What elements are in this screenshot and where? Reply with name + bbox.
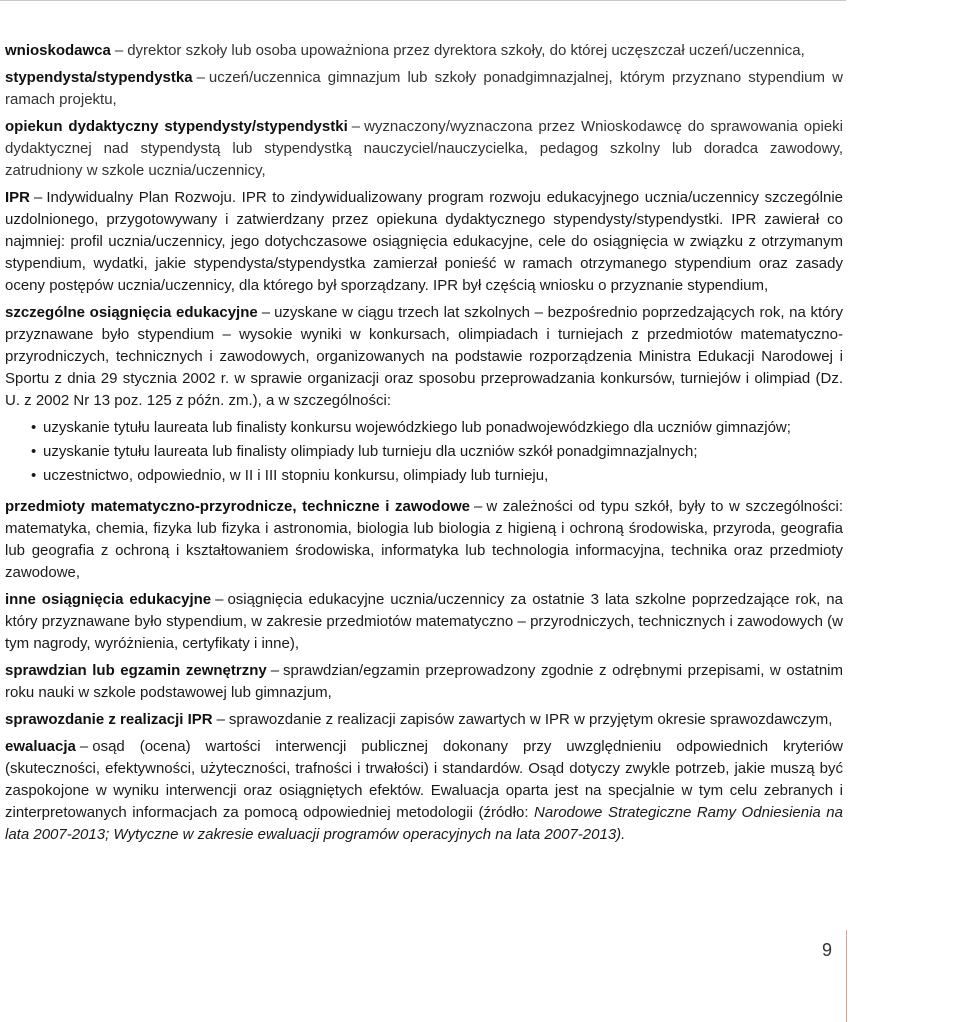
definition-text: w zależności od typu szkół, były to w szczególności: matematyka, chemia, fizyka lub fizyka i astronomia, biologia lub biologia z higieną i ochroną środowiska, przyroda, geografia lub geografia z ochroną i kształtowaniem środowiska, informatyka lub technologia informacyjna, technika oraz przedmioty zawodowe, [5, 498, 843, 581]
definition-text: Indywidualny Plan Rozwoju. IPR to zindywidualizowany program rozwoju edukacyjnego ucznia/uczennicy szczególnie uzdolnionego, przygotowywany i zatwierdzany przez opiekuna dydaktycznego stypendysty/stypendystki. IPR zawierał co najmniej: profil ucznia/uczennicy, jego dotychczasowe osiągnięcia edukacyjne, cele do osiągnięcia w związku z otrzymanym stypendium, wydatki, jakie stypendysta/stypendystka zamierzał ponieść w ramach otrzymanego stypendium oraz zasady oceny postępów ucznia/uczennicy, dla którego był sporządzany. IPR był częścią wniosku o przyznanie stypendium, [5, 189, 843, 294]
definition-text: dyrektor szkoły lub osoba upoważniona przez dyrektora szkoły, do której uczęszczał uczeń/uczennica, [127, 42, 805, 59]
side-rule [846, 930, 847, 1022]
definition-term: inne osiągnięcia edukacyjne [5, 591, 212, 608]
top-rule [0, 0, 846, 1]
definition-text: sprawdzian/egzamin przeprowadzony zgodnie z odrębnymi przepisami, w ostatnim roku nauki w szkole podstawowej lub gimnazjum, [5, 662, 843, 701]
source-citation: Narodowe Strategiczne Ramy Odniesienia na lata 2007-2013; Wytyczne w zakresie ewaluacji programów operacyjnych na lata 2007-2013). [5, 804, 843, 843]
definition-term: ewaluacja [5, 738, 76, 755]
definition-entry: ewaluacja – osąd (ocena) wartości interwencji publicznej dokonany przy uwzględnieniu odpowiednich kryteriów (skuteczności, efektywności, użyteczności, trafności i trwałości) i standardów. Osąd dotyczy zwykle potrzeb, jakie muszą być zaspokojone w wyniku interwencji oraz osiągniętych efektów. Ewaluacja oparta jest na specjalnie w tym celu zebranych i zinterpretowanych informacjach za pomocą odpowiedniej metodologii (źródło: Narodowe Strategiczne Ramy Odniesienia na lata 2007-2013; Wytyczne w zakresie ewaluacji programów operacyjnych na lata 2007-2013). [5, 738, 843, 843]
definition-term: opiekun dydaktyczny stypendysty/stypendystki [5, 118, 348, 135]
list-item: • uczestnictwo, odpowiednio, w II i III stopniu konkursu, olimpiady lub turnieju, [5, 465, 843, 487]
definition-entry: sprawozdanie z realizacji IPR – sprawozdanie z realizacji zapisów zawartych w IPR w przyjętym okresie sprawozdawczym, [5, 711, 833, 728]
definition-term: sprawozdanie z realizacji IPR [5, 711, 213, 728]
definition-term: stypendysta/stypendystka [5, 69, 193, 86]
definition-term: wnioskodawca [5, 42, 111, 59]
definition-entry: przedmioty matematyczno-przyrodnicze, techniczne i zawodowe – w zależności od typu szkół, były to w szczególności: matematyka, chemia, fizyka lub fizyka i astronomia, biologia lub biologia z higieną i ochroną środowiska, przyroda, geografia lub geografia z ochroną i kształtowaniem środowiska, informatyka lub technologia informacyjna, technika oraz przedmioty zawodowe, [5, 498, 843, 581]
definition-entry: szczególne osiągnięcia edukacyjne – uzyskane w ciągu trzech lat szkolnych – bezpośrednio poprzedzających rok, na który przyznawane było stypendium – wysokie wyniki w konkursach, olimpiadach i turniejach z przedmiotów matematyczno- przyrodniczych, technicznych i zawodowych, organizowanych na podstawie rozporządzenia Ministra Edukacji Narodowej i Sportu z dnia 29 stycznia 2002 r. w sprawie organizacji oraz sposobu przeprowadzania konkursów, turniejów i olimpiad (Dz. U. z 2002 Nr 13 poz. 125 z późn. zm.), a w szczególności: [5, 304, 843, 409]
definition-term: sprawdzian lub egzamin zewnętrzny [5, 662, 267, 679]
definition-entry: inne osiągnięcia edukacyjne – osiągnięcia edukacyjne ucznia/uczennicy za ostatnie 3 lata szkolne poprzedzające rok, na który przyznawane było stypendium, w zakresie przedmiotów matematyczno – przyrodniczych, technicznych i zawodowych (w tym nagrody, wyróżnienia, certyfikaty i inne), [5, 591, 843, 652]
definition-text: sprawozdanie z realizacji zapisów zawartych w IPR w przyjętym okresie sprawozdawczym, [228, 711, 833, 728]
definition-term: IPR [5, 189, 31, 206]
definition-entry: stypendysta/stypendystka – uczeń/uczennica gimnazjum lub szkoły ponadgimnazjalnej, którym przyznano stypendium w ramach projektu, [5, 69, 843, 108]
definition-term: przedmioty matematyczno-przyrodnicze, techniczne i zawodowe [5, 498, 471, 515]
definition-entry: sprawdzian lub egzamin zewnętrzny – sprawdzian/egzamin przeprowadzony zgodnie z odrębnymi przepisami, w ostatnim roku nauki w szkole podstawowej lub gimnazjum, [5, 662, 843, 701]
definition-entry: IPR – Indywidualny Plan Rozwoju. IPR to zindywidualizowany program rozwoju edukacyjnego ucznia/uczennicy szczególnie uzdolnionego, przygotowywany i zatwierdzany przez opiekuna dydaktycznego stypendysty/stypendystki. IPR zawierał co najmniej: profil ucznia/uczennicy, jego dotychczasowe osiągnięcia edukacyjne, cele do osiągnięcia w związku z otrzymanym stypendium, wydatki, jakie stypendysta/stypendystka zamierzał ponieść w ramach otrzymanego stypendium oraz zasady oceny postępów ucznia/uczennicy, dla którego był sporządzany. IPR był częścią wniosku o przyznanie stypendium, [5, 189, 843, 294]
definition-term: szczególne osiągnięcia edukacyjne [5, 304, 258, 321]
definition-text: wyznaczony/wyznaczona przez Wnioskodawcę do sprawowania opieki dydaktycznej nad stypendystą lub stypendystką nauczyciel/nauczycielka, pedagog szkolny lub doradca zawodowy, zatrudniony w szkole ucznia/uczennicy, [5, 118, 843, 179]
definition-text: uczeń/uczennica gimnazjum lub szkoły ponadgimnazjalnej, którym przyznano stypendium w ramach projektu, [5, 69, 843, 108]
document-body [5, 40, 843, 851]
page-number: 9 [821, 940, 832, 960]
list-item: • uzyskanie tytułu laureata lub finalisty olimpiady lub turnieju dla uczniów szkół ponadgimnazjalnych; [5, 441, 843, 463]
list-item: • uzyskanie tytułu laureata lub finalisty konkursu wojewódzkiego lub ponadwojewódzkiego dla uczniów gimnazjów; [5, 417, 843, 439]
definition-text: uzyskane w ciągu trzech lat szkolnych – bezpośrednio poprzedzających rok, na który przyznawane było stypendium – wysokie wyniki w konkursach, olimpiadach i turniejach z przedmiotów matematyczno- przyrodniczych, technicznych i zawodowych, organizowanych na podstawie rozporządzenia Ministra Edukacji Narodowej i Sportu z dnia 29 stycznia 2002 r. w sprawie organizacji oraz sposobu przeprowadzania konkursów, turniejów i olimpiad (Dz. U. z 2002 Nr 13 poz. 125 z późn. zm.), a w szczególności: [5, 304, 843, 409]
definition-entry: opiekun dydaktyczny stypendysty/stypendystki – wyznaczony/wyznaczona przez Wnioskodawcę do sprawowania opieki dydaktycznej nad stypendystą lub stypendystką nauczyciel/nauczycielka, pedagog szkolny lub doradca zawodowy, zatrudniony w szkole ucznia/uczennicy, [5, 118, 843, 179]
definition-entry: wnioskodawca – dyrektor szkoły lub osoba upoważniona przez dyrektora szkoły, do której uczęszczał uczeń/uczennica, [5, 42, 805, 59]
definition-text: osąd (ocena) wartości interwencji publicznej dokonany przy uwzględnieniu odpowiednich kryteriów (skuteczności, efektywności, użyteczności, trafności i trwałości) i standardów. Osąd dotyczy zwykle potrzeb, jakie muszą być zaspokojone w wyniku interwencji oraz osiągniętych efektów. Ewaluacja oparta jest na specjalnie w tym celu zebranych i zinterpretowanych informacjach za pomocą odpowiedniej metodologii (źródło: [5, 738, 843, 821]
definition-text: osiągnięcia edukacyjne ucznia/uczennicy za ostatnie 3 lata szkolne poprzedzające rok, na który przyznawane było stypendium, w zakresie przedmiotów matematyczno – przyrodniczych, technicznych i zawodowych (w tym nagrody, wyróżnienia, certyfikaty i inne), [5, 591, 843, 652]
achievements-list [5, 417, 843, 487]
